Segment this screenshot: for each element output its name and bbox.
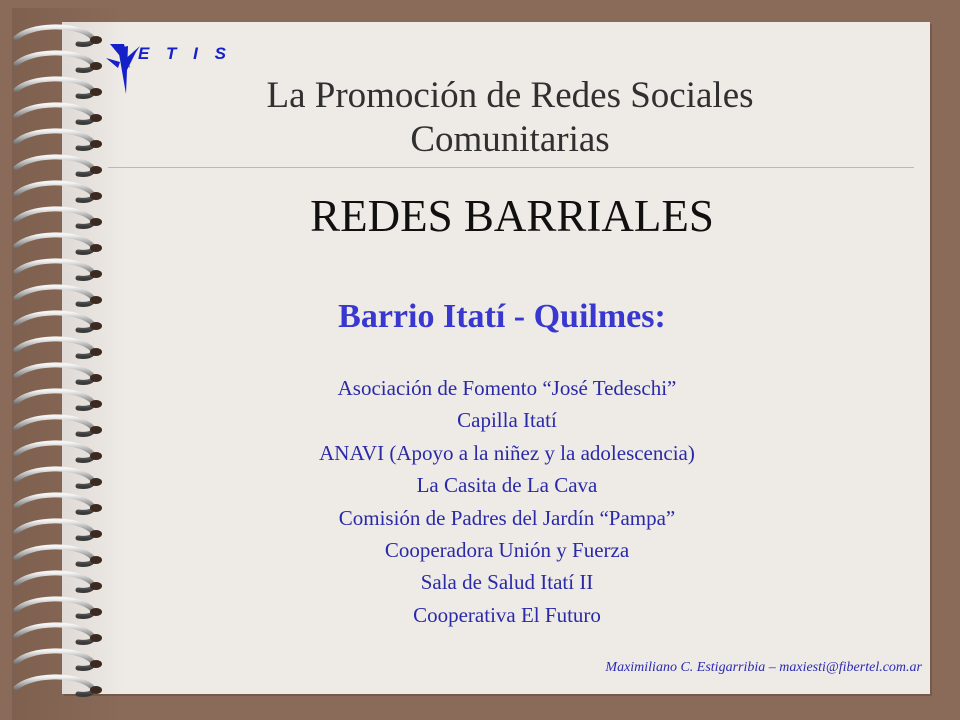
binding-hole [90,660,102,668]
binding-hole [90,270,102,278]
spiral-coil [16,131,93,148]
title-divider [108,167,914,168]
spiral-coil [16,157,93,174]
binding-hole [90,634,102,642]
list-item: Cooperativa El Futuro [413,602,601,627]
author-footer: Maximiliano C. Estigarribia – maxiesti@fibertel.com.ar [605,660,922,675]
spiral-coil [16,677,93,694]
spiral-coil [16,53,93,70]
spiral-coil [16,105,93,122]
title-line-2: Comunitarias [410,119,610,160]
spiral-coil [16,27,93,44]
section-title: REDES BARRIALES [310,191,714,241]
binding-hole [90,244,102,252]
page-title [110,74,910,162]
subheading: Barrio Itatí - Quilmes: [338,298,666,335]
spiral-coil [16,339,93,356]
list-item: Comisión de Padres del Jardín “Pampa” [338,505,676,530]
list-item: Asociación de Fomento “José Tedeschi” [337,376,677,400]
list-item: Capilla Itatí [457,408,557,433]
organization-list [62,372,952,631]
spiral-coil [16,651,93,668]
title-line-1: La Promoción de Redes Sociales [266,75,754,116]
spiral-coil [16,79,93,96]
list-item: La Casita de La Cava [416,473,598,498]
binding-hole [90,348,102,356]
binding-hole [90,140,102,148]
logo-text: E T I S [138,44,232,63]
binding-hole [90,686,102,694]
list-item: Sala de Salud Itatí II [420,570,594,595]
binding-hole [90,166,102,174]
list-item: ANAVI (Apoyo a la niñez y la adolescencia) [319,440,695,465]
binding-hole [90,114,102,122]
spiral-coil [16,261,93,278]
list-item: Cooperadora Unión y Fuerza [384,538,630,563]
